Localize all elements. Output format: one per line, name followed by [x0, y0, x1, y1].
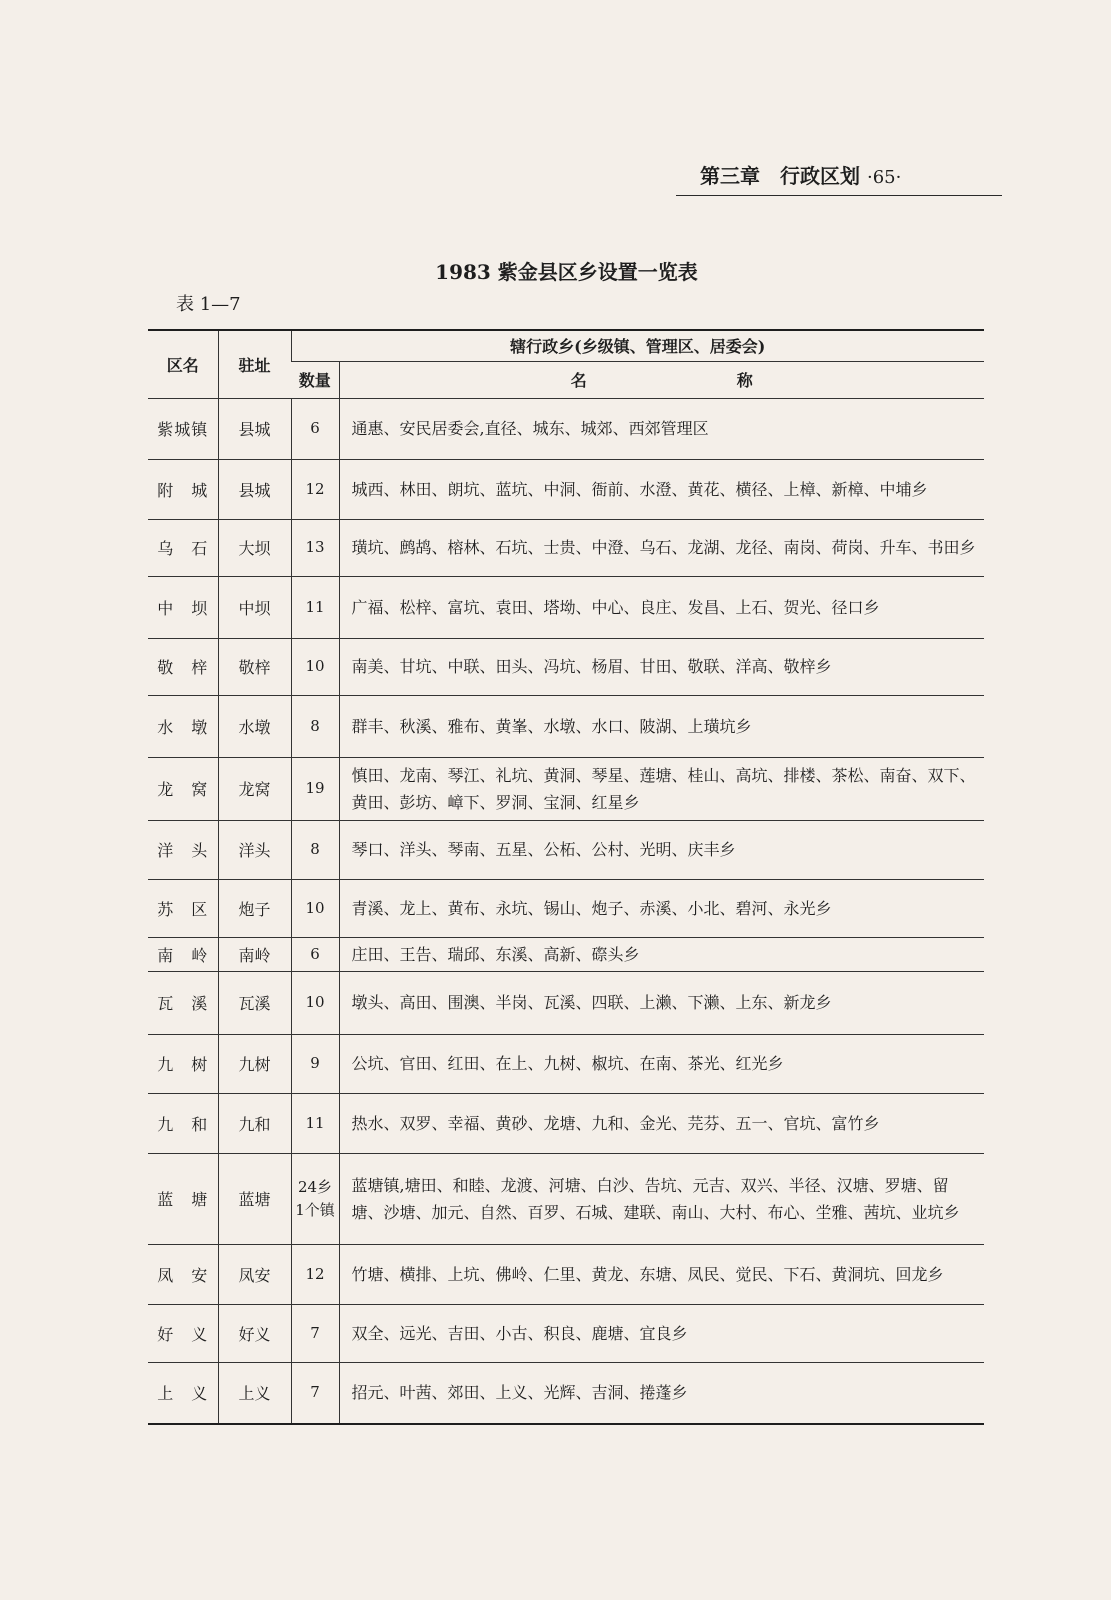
header-name-right: 称 — [736, 371, 753, 390]
seat-cell: 大坝 — [218, 519, 291, 576]
district-cell: 南 岭 — [148, 937, 218, 971]
district-cell: 洋 头 — [148, 820, 218, 879]
table-row — [148, 879, 984, 937]
table-number: 表 1—7 — [176, 294, 241, 315]
count-cell: 10 — [291, 879, 339, 937]
count-cell: 8 — [291, 695, 339, 757]
district-cell: 敬 梓 — [148, 638, 218, 695]
district-cell: 紫城镇 — [148, 398, 218, 459]
names-cell: 广福、松梓、富坑、袁田、塔坳、中心、良庄、发昌、上石、贺光、径口乡 — [339, 576, 984, 638]
header-count: 数量 — [291, 361, 339, 398]
header-district: 区名 — [148, 330, 218, 398]
chapter-title: 第三章 行政区划 — [700, 164, 860, 188]
table-row — [148, 820, 984, 879]
page-number: ·65· — [866, 167, 902, 188]
district-cell: 水 墩 — [148, 695, 218, 757]
header-rule — [676, 195, 1002, 196]
header-jurisdiction: 辖行政乡(乡级镇、管理区、居委会) — [291, 330, 984, 361]
count-cell: 19 — [291, 757, 339, 820]
district-cell: 乌 石 — [148, 519, 218, 576]
header-seat: 驻址 — [218, 330, 291, 398]
seat-cell: 九和 — [218, 1093, 291, 1153]
names-cell: 城西、林田、朗坑、蓝坑、中洞、衙前、水澄、黄花、横径、上樟、新樟、中埔乡 — [339, 459, 984, 519]
seat-cell: 县城 — [218, 398, 291, 459]
names-cell: 慎田、龙南、琴江、礼坑、黄洞、琴星、莲塘、桂山、高坑、排楼、茶松、南奋、双下、黄田、彭坊、嶂下、罗洞、宝洞、红星乡 — [339, 757, 984, 820]
table-row — [148, 971, 984, 1034]
names-cell: 琴口、洋头、琴南、五星、公柘、公村、光明、庆丰乡 — [339, 820, 984, 879]
count-cell: 6 — [291, 398, 339, 459]
count-cell: 6 — [291, 937, 339, 971]
names-cell: 热水、双罗、幸福、黄砂、龙塘、九和、金光、芫芬、五一、官坑、富竹乡 — [339, 1093, 984, 1153]
count-cell: 11 — [291, 1093, 339, 1153]
table-body — [148, 398, 984, 1424]
district-cell: 凤 安 — [148, 1244, 218, 1304]
seat-cell: 炮子 — [218, 879, 291, 937]
names-cell: 双全、远光、吉田、小古、积良、鹿塘、宜良乡 — [339, 1304, 984, 1362]
table-row — [148, 695, 984, 757]
district-cell: 上 义 — [148, 1362, 218, 1424]
running-header — [700, 160, 1000, 189]
count-cell: 10 — [291, 971, 339, 1034]
table-row — [148, 1244, 984, 1304]
seat-cell: 瓦溪 — [218, 971, 291, 1034]
seat-cell: 蓝塘 — [218, 1153, 291, 1244]
table-row — [148, 519, 984, 576]
header-names — [339, 361, 984, 398]
table-row — [148, 459, 984, 519]
count-cell: 8 — [291, 820, 339, 879]
count-cell: 9 — [291, 1034, 339, 1093]
count-cell: 12 — [291, 1244, 339, 1304]
seat-cell: 上义 — [218, 1362, 291, 1424]
count-cell: 7 — [291, 1362, 339, 1424]
names-cell: 璜坑、鹧鸪、榕林、石坑、士贵、中澄、乌石、龙湖、龙径、南岗、荷岗、升车、书田乡 — [339, 519, 984, 576]
count-cell: 11 — [291, 576, 339, 638]
names-cell: 南美、甘坑、中联、田头、冯坑、杨眉、甘田、敬联、洋高、敬梓乡 — [339, 638, 984, 695]
seat-cell: 九树 — [218, 1034, 291, 1093]
district-cell: 好 义 — [148, 1304, 218, 1362]
names-cell: 公坑、官田、红田、在上、九树、椒坑、在南、茶光、红光乡 — [339, 1034, 984, 1093]
seat-cell: 凤安 — [218, 1244, 291, 1304]
seat-cell: 水墩 — [218, 695, 291, 757]
count-cell: 10 — [291, 638, 339, 695]
district-cell: 九 和 — [148, 1093, 218, 1153]
district-cell: 附 城 — [148, 459, 218, 519]
table-row — [148, 1093, 984, 1153]
district-cell: 九 树 — [148, 1034, 218, 1093]
seat-cell: 敬梓 — [218, 638, 291, 695]
table-row — [148, 937, 984, 971]
district-cell: 龙 窝 — [148, 757, 218, 820]
table-row — [148, 1034, 984, 1093]
table-row — [148, 398, 984, 459]
table-row — [148, 576, 984, 638]
header-name-left: 名 — [570, 371, 587, 390]
names-cell: 竹塘、横排、上坑、佛岭、仁里、黄龙、东塘、凤民、觉民、下石、黄洞坑、回龙乡 — [339, 1244, 984, 1304]
table-row — [148, 1304, 984, 1362]
seat-cell: 龙窝 — [218, 757, 291, 820]
seat-cell: 南岭 — [218, 937, 291, 971]
district-table — [148, 329, 984, 1425]
names-cell: 通惠、安民居委会,直径、城东、城郊、西郊管理区 — [339, 398, 984, 459]
seat-cell: 中坝 — [218, 576, 291, 638]
district-cell: 瓦 溪 — [148, 971, 218, 1034]
seat-cell: 洋头 — [218, 820, 291, 879]
count-cell: 24乡 1个镇 — [291, 1153, 339, 1244]
names-cell: 庄田、王告、瑞邱、东溪、高新、磜头乡 — [339, 937, 984, 971]
district-cell: 蓝 塘 — [148, 1153, 218, 1244]
names-cell: 招元、叶茜、郊田、上义、光辉、吉洞、捲蓬乡 — [339, 1362, 984, 1424]
names-cell: 青溪、龙上、黄布、永坑、锡山、炮子、赤溪、小北、碧河、永光乡 — [339, 879, 984, 937]
count-cell: 12 — [291, 459, 339, 519]
seat-cell: 县城 — [218, 459, 291, 519]
district-cell: 中 坝 — [148, 576, 218, 638]
table-title: 1983 紫金县区乡设置一览表 — [435, 260, 698, 284]
table-row — [148, 1362, 984, 1424]
seat-cell: 好义 — [218, 1304, 291, 1362]
table-row — [148, 1153, 984, 1244]
district-cell: 苏 区 — [148, 879, 218, 937]
count-cell: 7 — [291, 1304, 339, 1362]
count-cell: 13 — [291, 519, 339, 576]
names-cell: 群丰、秋溪、雅布、黄峯、水墩、水口、陂湖、上璜坑乡 — [339, 695, 984, 757]
names-cell: 蓝塘镇,塘田、和睦、龙渡、河塘、白沙、告坑、元吉、双兴、半径、汉塘、罗塘、留塘、沙塘、加元、自然、百罗、石城、建联、南山、大村、布心、坣雅、茜坑、业坑乡 — [339, 1153, 984, 1244]
table-row — [148, 757, 984, 820]
names-cell: 墩头、高田、围澳、半岗、瓦溪、四联、上濑、下濑、上东、新龙乡 — [339, 971, 984, 1034]
table-row — [148, 638, 984, 695]
